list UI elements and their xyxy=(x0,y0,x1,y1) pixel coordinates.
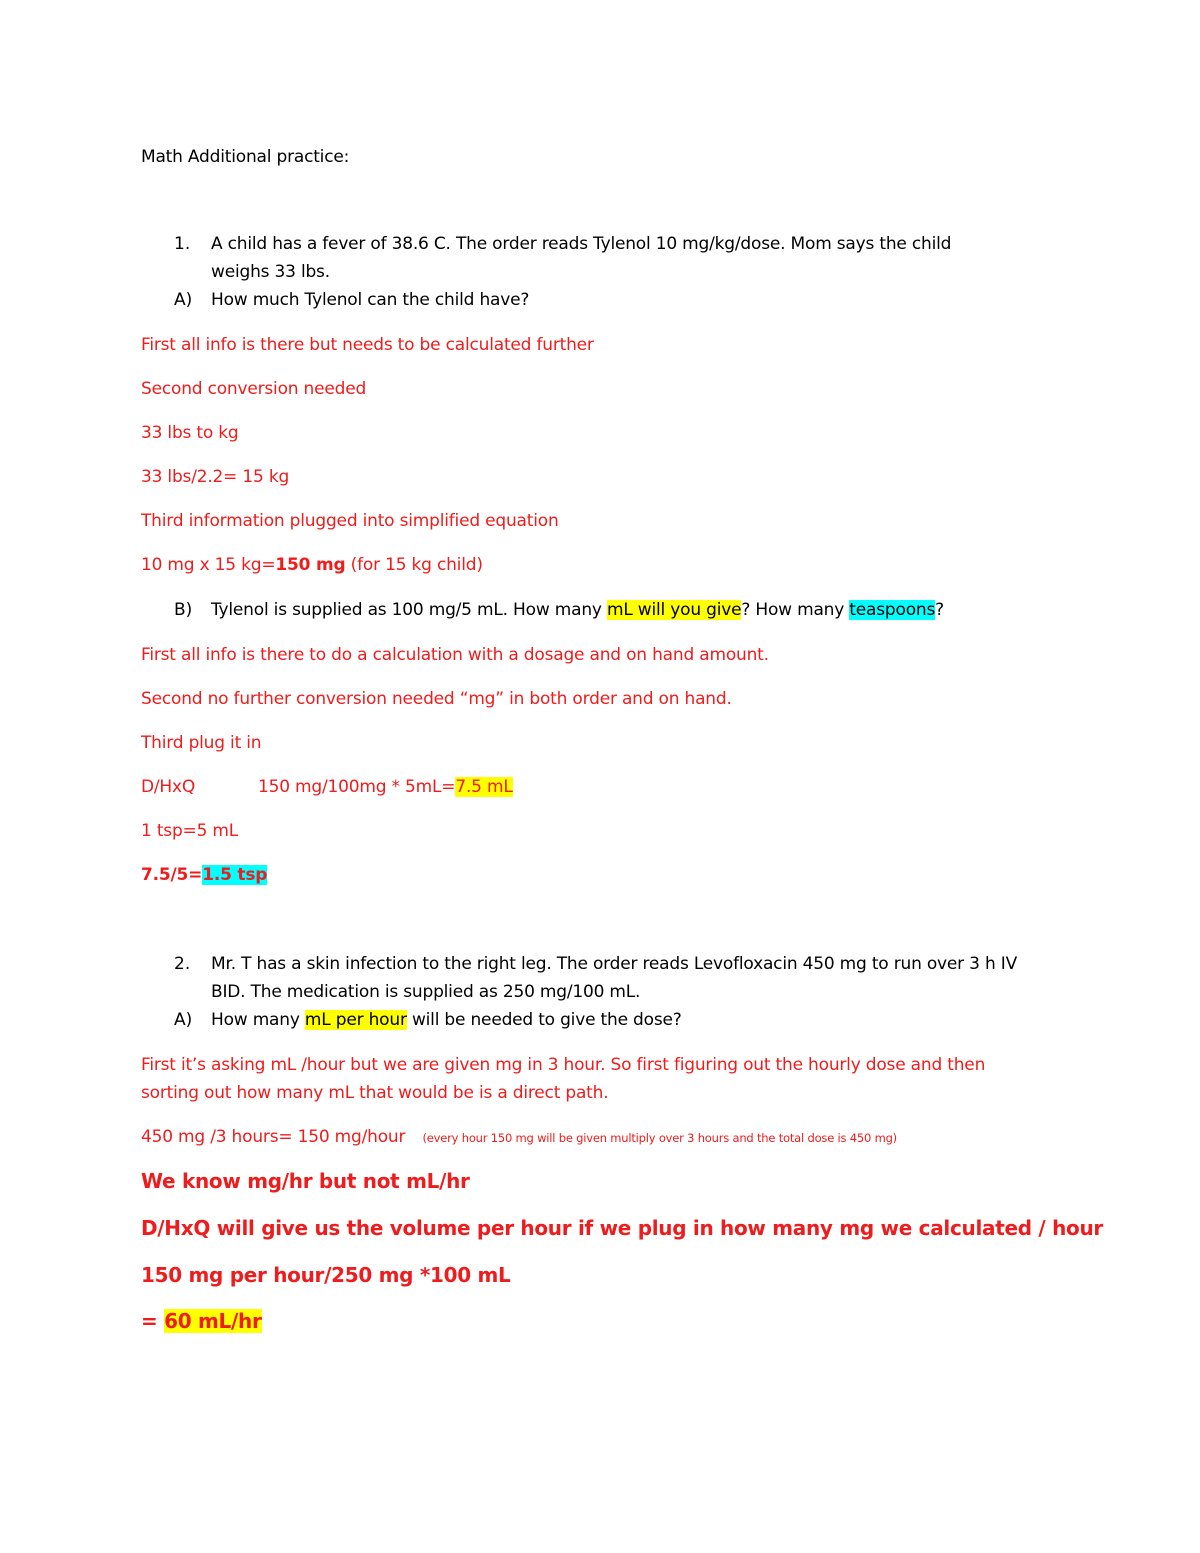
question-1-text-line2: weighs 33 lbs. xyxy=(211,262,330,282)
answer-1b-line: Second no further conversion needed “mg” in both order and on hand. xyxy=(141,689,732,709)
answer-1b-line: Third plug it in xyxy=(141,733,262,753)
answer-1a-result-suffix: (for 15 kg child) xyxy=(345,555,483,575)
question-1b-label: B) xyxy=(174,600,193,620)
answer-1b-line: First all info is there to do a calculation with a dosage and on hand amount. xyxy=(141,645,769,665)
question-1-number: 1. xyxy=(174,234,191,254)
question-2-text-line1: Mr. T has a skin infection to the right leg. The order reads Levofloxacin 450 mg to run over 3 h IV xyxy=(211,954,1018,974)
answer-1b-tsp-conversion: 1 tsp=5 mL xyxy=(141,821,239,841)
question-1-text-line1: A child has a fever of 38.6 C. The order reads Tylenol 10 mg/kg/dose. Mom says the child xyxy=(211,234,952,254)
question-1a-text: How much Tylenol can the child have? xyxy=(211,290,530,310)
document-title: Math Additional practice: xyxy=(141,147,350,167)
question-2a-text xyxy=(211,1008,682,1032)
answer-2-line2: sorting out how many mL that would be is a direct path. xyxy=(141,1083,609,1103)
question-2-number: 2. xyxy=(174,954,191,974)
answer-1a-line: 33 lbs/2.2= 15 kg xyxy=(141,467,290,487)
answer-1a-result xyxy=(141,553,483,577)
question-2a-part1: How many xyxy=(211,1010,305,1030)
answer-1a-line: Third information plugged into simplified equation xyxy=(141,511,559,531)
answer-1a-result-prefix: 10 mg x 15 kg= xyxy=(141,555,276,575)
answer-2-final-prefix: = xyxy=(141,1309,165,1333)
highlight-teaspoons: teaspoons xyxy=(849,600,936,620)
question-1b-part1: Tylenol is supplied as 100 mg/5 mL. How many xyxy=(211,600,607,620)
answer-1a-result-value: 150 mg xyxy=(275,555,346,575)
answer-1b-final-result: 1.5 tsp xyxy=(202,865,268,885)
answer-1b-formula-result: 7.5 mL xyxy=(455,777,513,797)
answer-2-bold-line: 150 mg per hour/250 mg *100 mL xyxy=(141,1263,511,1287)
question-1a-label: A) xyxy=(174,290,193,310)
highlight-ml-will-you-give: mL will you give xyxy=(606,600,742,620)
question-2a-part2: will be needed to give the dose? xyxy=(406,1010,682,1030)
answer-1b-formula xyxy=(258,775,513,799)
answer-2-bold-line: We know mg/hr but not mL/hr xyxy=(141,1169,470,1193)
answer-1a-line: First all info is there but needs to be calculated further xyxy=(141,335,594,355)
answer-1a-line: 33 lbs to kg xyxy=(141,423,239,443)
question-2a-label: A) xyxy=(174,1010,193,1030)
answer-2-hourly-calc: 450 mg /3 hours= 150 mg/hour xyxy=(141,1127,406,1147)
answer-1b-final xyxy=(141,863,267,887)
answer-2-hourly xyxy=(141,1125,897,1150)
question-1b-part3: ? xyxy=(935,600,944,620)
highlight-ml-per-hour: mL per hour xyxy=(304,1010,407,1030)
answer-1b-formula-label: D/HxQ xyxy=(141,777,196,797)
answer-2-final xyxy=(141,1307,262,1335)
answer-2-hourly-note: (every hour 150 mg will be given multiply over 3 hours and the total dose is 450 mg) xyxy=(422,1131,897,1145)
question-1b-text xyxy=(211,598,944,622)
answer-2-line1: First it’s asking mL /hour but we are given mg in 3 hour. So first figuring out the hourly dose and then xyxy=(141,1055,986,1075)
question-1b-part2: ? How many xyxy=(741,600,850,620)
answer-2-final-result: 60 mL/hr xyxy=(164,1309,262,1333)
answer-1b-formula-expr: 150 mg/100mg * 5mL= xyxy=(258,777,456,797)
question-2-text-line2: BID. The medication is supplied as 250 mg/100 mL. xyxy=(211,982,641,1002)
answer-1a-line: Second conversion needed xyxy=(141,379,367,399)
answer-1b-final-prefix: 7.5/5= xyxy=(141,865,203,885)
answer-2-bold-line: D/HxQ will give us the volume per hour if we plug in how many mg we calculated / hour xyxy=(141,1216,1103,1240)
